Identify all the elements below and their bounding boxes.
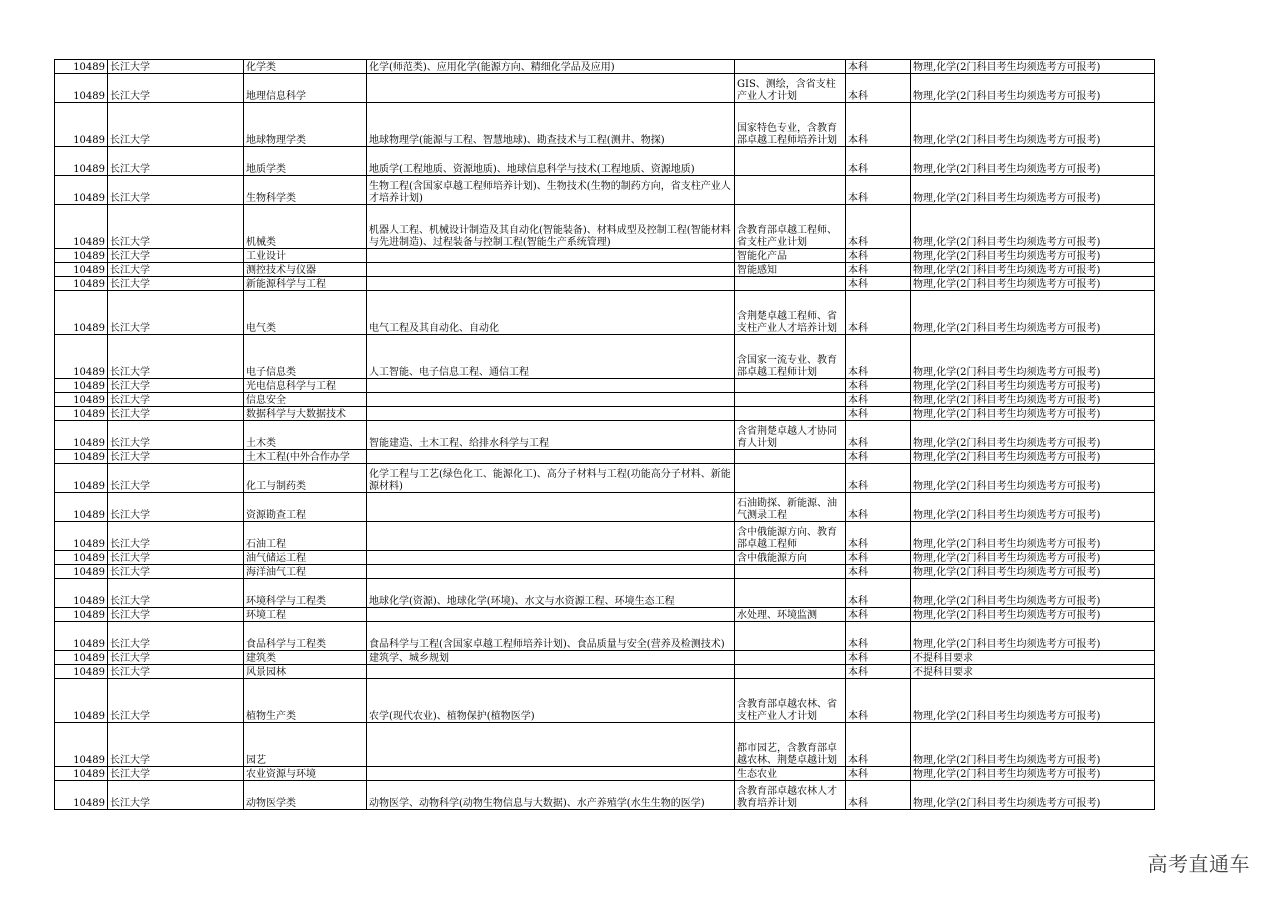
- cell-level: 本科: [846, 679, 911, 723]
- cell-school-code: 10489: [55, 103, 108, 147]
- table-row: [55, 450, 1155, 464]
- cell-note: [735, 393, 846, 407]
- cell-requirement: 物理,化学(2门科目考生均须选考方可报考): [911, 74, 1155, 103]
- cell-requirement: 物理,化学(2门科目考生均须选考方可报考): [911, 565, 1155, 579]
- cell-level: 本科: [846, 291, 911, 335]
- cell-major: 环境科学与工程类: [244, 579, 367, 608]
- enrollment-table: [54, 59, 1155, 810]
- cell-school-code: 10489: [55, 335, 108, 379]
- table-row: [55, 393, 1155, 407]
- cell-note: [735, 565, 846, 579]
- table-row: [55, 723, 1155, 767]
- cell-major: 环境工程: [244, 608, 367, 622]
- cell-note: [735, 176, 846, 205]
- table-row: [55, 781, 1155, 810]
- cell-school-code: 10489: [55, 781, 108, 810]
- cell-school-name: 长江大学: [108, 277, 244, 291]
- table-row: [55, 147, 1155, 176]
- cell-major: 新能源科学与工程: [244, 277, 367, 291]
- cell-scope: 生物工程(含国家卓越工程师培养计划)、生物技术(生物的制药方向，省支柱产业人才培养计划): [367, 176, 735, 205]
- table-row: [55, 291, 1155, 335]
- cell-level: 本科: [846, 551, 911, 565]
- cell-school-name: 长江大学: [108, 679, 244, 723]
- cell-note: 水处理、环境监测: [735, 608, 846, 622]
- cell-note: 含中俄能源方向: [735, 551, 846, 565]
- cell-school-name: 长江大学: [108, 263, 244, 277]
- table-row: [55, 551, 1155, 565]
- cell-scope: 农学(现代农业)、植物保护(植物医学): [367, 679, 735, 723]
- cell-note: [735, 464, 846, 493]
- cell-scope: 建筑学、城乡规划: [367, 651, 735, 665]
- cell-school-name: 长江大学: [108, 723, 244, 767]
- cell-note: [735, 579, 846, 608]
- cell-school-code: 10489: [55, 450, 108, 464]
- cell-level: 本科: [846, 493, 911, 522]
- cell-level: 本科: [846, 60, 911, 74]
- cell-note: [735, 665, 846, 679]
- cell-level: 本科: [846, 579, 911, 608]
- cell-school-name: 长江大学: [108, 493, 244, 522]
- cell-scope: [367, 407, 735, 421]
- cell-level: 本科: [846, 781, 911, 810]
- cell-scope: 化学(师范类)、应用化学(能源方向、精细化学品及应用): [367, 60, 735, 74]
- cell-requirement: 物理,化学(2门科目考生均须选考方可报考): [911, 679, 1155, 723]
- cell-level: 本科: [846, 249, 911, 263]
- table-row: [55, 464, 1155, 493]
- cell-note: 含教育部卓越农林、省支柱产业人才计划: [735, 679, 846, 723]
- cell-requirement: 物理,化学(2门科目考生均须选考方可报考): [911, 277, 1155, 291]
- cell-major: 地球物理学类: [244, 103, 367, 147]
- cell-scope: [367, 379, 735, 393]
- cell-level: 本科: [846, 74, 911, 103]
- cell-level: 本科: [846, 421, 911, 450]
- cell-school-code: 10489: [55, 679, 108, 723]
- cell-major: 地质学类: [244, 147, 367, 176]
- cell-requirement: 物理,化学(2门科目考生均须选考方可报考): [911, 393, 1155, 407]
- cell-note: [735, 622, 846, 651]
- table-row: [55, 608, 1155, 622]
- cell-major: 工业设计: [244, 249, 367, 263]
- cell-major: 生物科学类: [244, 176, 367, 205]
- cell-major: 土木工程(中外合作办学: [244, 450, 367, 464]
- cell-school-code: 10489: [55, 421, 108, 450]
- cell-school-code: 10489: [55, 622, 108, 651]
- cell-level: 本科: [846, 263, 911, 277]
- table-row: [55, 651, 1155, 665]
- cell-requirement: 物理,化学(2门科目考生均须选考方可报考): [911, 464, 1155, 493]
- cell-note: 含教育部卓越工程师、省支柱产业计划: [735, 205, 846, 249]
- table-row: [55, 277, 1155, 291]
- table-row: [55, 176, 1155, 205]
- cell-school-name: 长江大学: [108, 249, 244, 263]
- cell-scope: [367, 277, 735, 291]
- cell-requirement: 物理,化学(2门科目考生均须选考方可报考): [911, 176, 1155, 205]
- cell-school-code: 10489: [55, 651, 108, 665]
- cell-note: 国家特色专业，含教育部卓越工程师培养计划: [735, 103, 846, 147]
- cell-scope: 食品科学与工程(含国家卓越工程师培养计划)、食品质量与安全(营养及检测技术): [367, 622, 735, 651]
- cell-scope: 电气工程及其自动化、自动化: [367, 291, 735, 335]
- cell-school-code: 10489: [55, 665, 108, 679]
- cell-school-name: 长江大学: [108, 205, 244, 249]
- cell-level: 本科: [846, 407, 911, 421]
- cell-school-code: 10489: [55, 579, 108, 608]
- cell-school-name: 长江大学: [108, 407, 244, 421]
- cell-major: 化学类: [244, 60, 367, 74]
- cell-scope: 智能建造、土木工程、给排水科学与工程: [367, 421, 735, 450]
- cell-major: 电子信息类: [244, 335, 367, 379]
- cell-school-code: 10489: [55, 493, 108, 522]
- cell-scope: [367, 393, 735, 407]
- cell-major: 植物生产类: [244, 679, 367, 723]
- cell-major: 食品科学与工程类: [244, 622, 367, 651]
- cell-school-code: 10489: [55, 147, 108, 176]
- cell-school-code: 10489: [55, 74, 108, 103]
- cell-note: [735, 450, 846, 464]
- cell-school-name: 长江大学: [108, 393, 244, 407]
- cell-requirement: 物理,化学(2门科目考生均须选考方可报考): [911, 450, 1155, 464]
- cell-note: [735, 379, 846, 393]
- cell-school-name: 长江大学: [108, 665, 244, 679]
- cell-level: 本科: [846, 176, 911, 205]
- cell-note: 含荆楚卓越工程师、省支柱产业人才培养计划: [735, 291, 846, 335]
- cell-school-name: 长江大学: [108, 622, 244, 651]
- cell-scope: 地球化学(资源)、地球化学(环境)、水文与水资源工程、环境生态工程: [367, 579, 735, 608]
- cell-requirement: 物理,化学(2门科目考生均须选考方可报考): [911, 493, 1155, 522]
- cell-requirement: 物理,化学(2门科目考生均须选考方可报考): [911, 551, 1155, 565]
- cell-level: 本科: [846, 608, 911, 622]
- cell-level: 本科: [846, 565, 911, 579]
- cell-major: 测控技术与仪器: [244, 263, 367, 277]
- cell-school-code: 10489: [55, 407, 108, 421]
- cell-major: 农业资源与环境: [244, 767, 367, 781]
- cell-school-code: 10489: [55, 60, 108, 74]
- cell-major: 机械类: [244, 205, 367, 249]
- cell-requirement: 物理,化学(2门科目考生均须选考方可报考): [911, 767, 1155, 781]
- table-row: [55, 103, 1155, 147]
- cell-scope: [367, 608, 735, 622]
- table-row: [55, 679, 1155, 723]
- cell-school-name: 长江大学: [108, 522, 244, 551]
- cell-requirement: 物理,化学(2门科目考生均须选考方可报考): [911, 60, 1155, 74]
- cell-school-name: 长江大学: [108, 421, 244, 450]
- cell-school-code: 10489: [55, 393, 108, 407]
- cell-school-code: 10489: [55, 608, 108, 622]
- cell-school-name: 长江大学: [108, 579, 244, 608]
- cell-scope: [367, 249, 735, 263]
- cell-requirement: 物理,化学(2门科目考生均须选考方可报考): [911, 579, 1155, 608]
- cell-school-name: 长江大学: [108, 147, 244, 176]
- cell-scope: 地球物理学(能源与工程、智慧地球)、勘查技术与工程(测井、物探): [367, 103, 735, 147]
- watermark-text: 高考直通车: [1147, 852, 1250, 876]
- cell-major: 海洋油气工程: [244, 565, 367, 579]
- cell-requirement: 物理,化学(2门科目考生均须选考方可报考): [911, 263, 1155, 277]
- cell-school-name: 长江大学: [108, 651, 244, 665]
- table-row: [55, 579, 1155, 608]
- cell-school-name: 长江大学: [108, 291, 244, 335]
- table-row: [55, 205, 1155, 249]
- cell-level: 本科: [846, 147, 911, 176]
- cell-school-code: 10489: [55, 464, 108, 493]
- table-body: [55, 60, 1155, 810]
- cell-scope: 机器人工程、机械设计制造及其自动化(智能装备)、材料成型及控制工程(智能材料与先进制造)、过程装备与控制工程(智能生产系统管理): [367, 205, 735, 249]
- cell-scope: [367, 565, 735, 579]
- cell-scope: 人工智能、电子信息工程、通信工程: [367, 335, 735, 379]
- cell-requirement: 物理,化学(2门科目考生均须选考方可报考): [911, 608, 1155, 622]
- table-row: [55, 60, 1155, 74]
- table-row: [55, 421, 1155, 450]
- cell-school-name: 长江大学: [108, 60, 244, 74]
- cell-note: 含中俄能源方向、教育部卓越工程师: [735, 522, 846, 551]
- cell-level: 本科: [846, 335, 911, 379]
- cell-school-name: 长江大学: [108, 781, 244, 810]
- cell-scope: 化学工程与工艺(绿色化工、能源化工)、高分子材料与工程(功能高分子材料、新能源材料): [367, 464, 735, 493]
- table-row: [55, 767, 1155, 781]
- cell-requirement: 不提科目要求: [911, 665, 1155, 679]
- cell-school-name: 长江大学: [108, 335, 244, 379]
- cell-scope: [367, 74, 735, 103]
- cell-note: 智能感知: [735, 263, 846, 277]
- cell-school-code: 10489: [55, 249, 108, 263]
- cell-note: GIS、测绘，含省支柱产业人才计划: [735, 74, 846, 103]
- cell-requirement: 物理,化学(2门科目考生均须选考方可报考): [911, 103, 1155, 147]
- cell-major: 动物医学类: [244, 781, 367, 810]
- cell-major: 土木类: [244, 421, 367, 450]
- table-row: [55, 335, 1155, 379]
- cell-level: 本科: [846, 277, 911, 291]
- cell-note: 含国家一流专业、教育部卓越工程师计划: [735, 335, 846, 379]
- cell-note: 石油勘探、新能源、油气测录工程: [735, 493, 846, 522]
- cell-scope: [367, 723, 735, 767]
- table-row: [55, 263, 1155, 277]
- cell-requirement: 物理,化学(2门科目考生均须选考方可报考): [911, 147, 1155, 176]
- cell-school-name: 长江大学: [108, 608, 244, 622]
- cell-level: 本科: [846, 651, 911, 665]
- cell-requirement: 物理,化学(2门科目考生均须选考方可报考): [911, 407, 1155, 421]
- cell-note: 智能化产品: [735, 249, 846, 263]
- cell-scope: [367, 493, 735, 522]
- cell-requirement: 物理,化学(2门科目考生均须选考方可报考): [911, 522, 1155, 551]
- cell-major: 风景园林: [244, 665, 367, 679]
- cell-school-code: 10489: [55, 522, 108, 551]
- cell-note: [735, 407, 846, 421]
- cell-school-code: 10489: [55, 723, 108, 767]
- cell-level: 本科: [846, 767, 911, 781]
- cell-school-code: 10489: [55, 379, 108, 393]
- cell-requirement: 物理,化学(2门科目考生均须选考方可报考): [911, 379, 1155, 393]
- cell-requirement: 不提科目要求: [911, 651, 1155, 665]
- table-row: [55, 379, 1155, 393]
- cell-level: 本科: [846, 522, 911, 551]
- cell-major: 电气类: [244, 291, 367, 335]
- cell-note: 含省荆楚卓越人才协同育人计划: [735, 421, 846, 450]
- cell-level: 本科: [846, 622, 911, 651]
- cell-requirement: 物理,化学(2门科目考生均须选考方可报考): [911, 622, 1155, 651]
- cell-scope: 地质学(工程地质、资源地质)、地球信息科学与技术(工程地质、资源地质): [367, 147, 735, 176]
- cell-scope: [367, 450, 735, 464]
- cell-level: 本科: [846, 393, 911, 407]
- cell-school-name: 长江大学: [108, 176, 244, 205]
- table-row: [55, 407, 1155, 421]
- cell-school-name: 长江大学: [108, 551, 244, 565]
- cell-major: 油气储运工程: [244, 551, 367, 565]
- cell-note: [735, 277, 846, 291]
- cell-school-name: 长江大学: [108, 450, 244, 464]
- cell-level: 本科: [846, 205, 911, 249]
- table-row: [55, 622, 1155, 651]
- cell-level: 本科: [846, 464, 911, 493]
- table-row: [55, 249, 1155, 263]
- cell-major: 光电信息科学与工程: [244, 379, 367, 393]
- cell-school-code: 10489: [55, 277, 108, 291]
- cell-scope: [367, 767, 735, 781]
- cell-note: 都市园艺，含教育部卓越农林、荆楚卓越计划: [735, 723, 846, 767]
- cell-note: [735, 651, 846, 665]
- table-row: [55, 74, 1155, 103]
- cell-requirement: 物理,化学(2门科目考生均须选考方可报考): [911, 249, 1155, 263]
- cell-requirement: 物理,化学(2门科目考生均须选考方可报考): [911, 781, 1155, 810]
- cell-school-code: 10489: [55, 176, 108, 205]
- cell-scope: 动物医学、动物科学(动物生物信息与大数据)、水产养殖学(水生生物的医学): [367, 781, 735, 810]
- cell-major: 数据科学与大数据技术: [244, 407, 367, 421]
- cell-note: 含教育部卓越农林人才教育培养计划: [735, 781, 846, 810]
- cell-major: 园艺: [244, 723, 367, 767]
- cell-scope: [367, 551, 735, 565]
- cell-level: 本科: [846, 723, 911, 767]
- table-row: [55, 565, 1155, 579]
- cell-scope: [367, 263, 735, 277]
- cell-level: 本科: [846, 450, 911, 464]
- cell-school-code: 10489: [55, 263, 108, 277]
- cell-school-name: 长江大学: [108, 74, 244, 103]
- cell-level: 本科: [846, 665, 911, 679]
- cell-school-name: 长江大学: [108, 103, 244, 147]
- cell-school-code: 10489: [55, 565, 108, 579]
- table-row: [55, 665, 1155, 679]
- cell-note: [735, 60, 846, 74]
- cell-school-name: 长江大学: [108, 379, 244, 393]
- cell-note: 生态农业: [735, 767, 846, 781]
- cell-requirement: 物理,化学(2门科目考生均须选考方可报考): [911, 291, 1155, 335]
- cell-note: [735, 147, 846, 176]
- cell-scope: [367, 665, 735, 679]
- cell-school-name: 长江大学: [108, 565, 244, 579]
- cell-level: 本科: [846, 379, 911, 393]
- cell-school-code: 10489: [55, 205, 108, 249]
- cell-requirement: 物理,化学(2门科目考生均须选考方可报考): [911, 723, 1155, 767]
- cell-school-code: 10489: [55, 551, 108, 565]
- cell-major: 建筑类: [244, 651, 367, 665]
- cell-major: 资源勘查工程: [244, 493, 367, 522]
- cell-school-code: 10489: [55, 291, 108, 335]
- cell-requirement: 物理,化学(2门科目考生均须选考方可报考): [911, 335, 1155, 379]
- cell-school-name: 长江大学: [108, 767, 244, 781]
- cell-level: 本科: [846, 103, 911, 147]
- cell-school-code: 10489: [55, 767, 108, 781]
- cell-major: 化工与制药类: [244, 464, 367, 493]
- cell-major: 石油工程: [244, 522, 367, 551]
- cell-scope: [367, 522, 735, 551]
- cell-requirement: 物理,化学(2门科目考生均须选考方可报考): [911, 421, 1155, 450]
- table-row: [55, 493, 1155, 522]
- table-row: [55, 522, 1155, 551]
- cell-major: 地理信息科学: [244, 74, 367, 103]
- cell-major: 信息安全: [244, 393, 367, 407]
- cell-requirement: 物理,化学(2门科目考生均须选考方可报考): [911, 205, 1155, 249]
- cell-school-name: 长江大学: [108, 464, 244, 493]
